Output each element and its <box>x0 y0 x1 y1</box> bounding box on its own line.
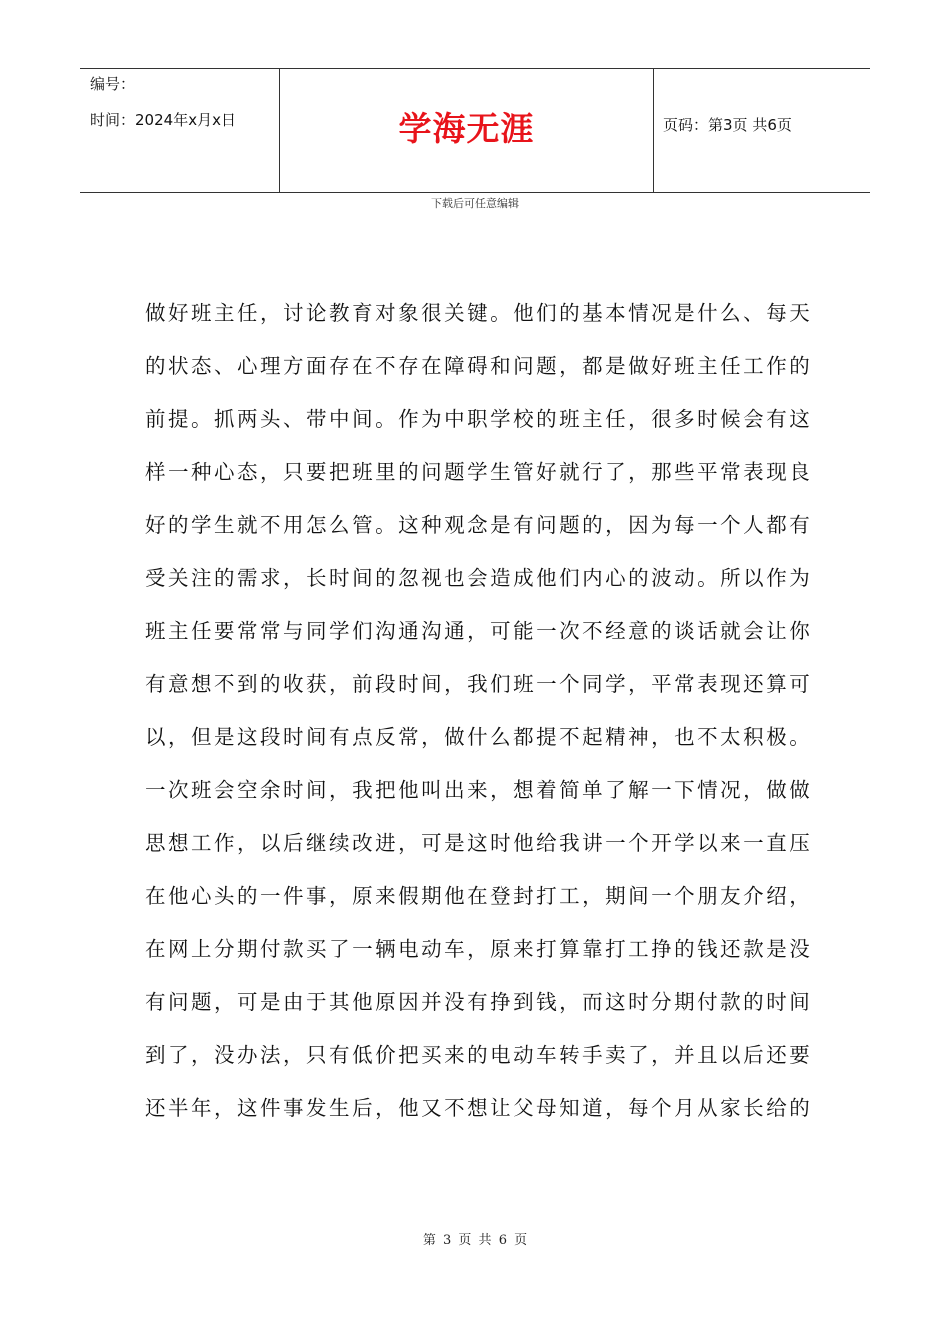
body-line: 前提。抓两头、带中间。作为中职学校的班主任，很多时候会有这 <box>145 407 810 431</box>
page-footer: 第 3 页 共 6 页 <box>422 1233 528 1248</box>
body-line: 一次班会空余时间，我把他叫出来，想着简单了解一下情况，做做 <box>145 778 810 802</box>
date-label: 时间： <box>90 111 136 129</box>
body-line: 样一种心态，只要把班里的问题学生管好就行了，那些平常表现良 <box>145 460 810 484</box>
header-center-cell <box>280 69 654 192</box>
page-label: 页码： <box>663 116 709 134</box>
body-line: 以，但是这段时间有点反常，做什么都提不起精神，也不太积极。 <box>145 725 810 749</box>
body-line: 受关注的需求，长时间的忽视也会造成他们内心的波动。所以作为 <box>145 566 810 590</box>
page-value: 第3页 共6页 <box>708 116 792 134</box>
body-line: 有问题，可是由于其他原因并没有挣到钱，而这时分期付款的时间 <box>145 990 810 1014</box>
body-line: 有意想不到的收获，前段时间，我们班一个同学，平常表现还算可 <box>145 672 810 696</box>
body-line: 好的学生就不用怎么管。这种观念是有问题的，因为每一个人都有 <box>145 513 810 537</box>
body-line: 班主任要常常与同学们沟通沟通，可能一次不经意的谈话就会让你 <box>145 619 810 643</box>
body-line: 在他心头的一件事，原来假期他在登封打工，期间一个朋友介绍， <box>145 884 810 908</box>
body-line: 还半年，这件事发生后，他又不想让父母知道，每个月从家长给的 <box>145 1096 810 1120</box>
serial-number-label: 编号： <box>90 75 136 93</box>
body-line: 的状态、心理方面存在不存在障碍和问题，都是做好班主任工作的 <box>145 354 810 378</box>
body-line: 做好班主任，讨论教育对象很关键。他们的基本情况是什么、每天 <box>145 301 810 325</box>
date-value: 2024年x月x日 <box>135 111 236 129</box>
edit-note: 下载后可任意编辑 <box>431 197 519 210</box>
date-row <box>90 109 236 130</box>
page-info <box>663 114 792 135</box>
header-right-cell <box>654 69 870 192</box>
body-line: 思想工作，以后继续改进，可是这时他给我讲一个开学以来一直压 <box>145 831 810 855</box>
document-header <box>80 68 870 193</box>
body-line: 在网上分期付款买了一辆电动车，原来打算靠打工挣的钱还款是没 <box>145 937 810 961</box>
body-text <box>145 293 810 1141</box>
brand-title: 学海无涯 <box>398 109 535 148</box>
header-left-cell <box>80 69 280 192</box>
body-line: 到了，没办法，只有低价把买来的电动车转手卖了，并且以后还要 <box>145 1043 810 1067</box>
